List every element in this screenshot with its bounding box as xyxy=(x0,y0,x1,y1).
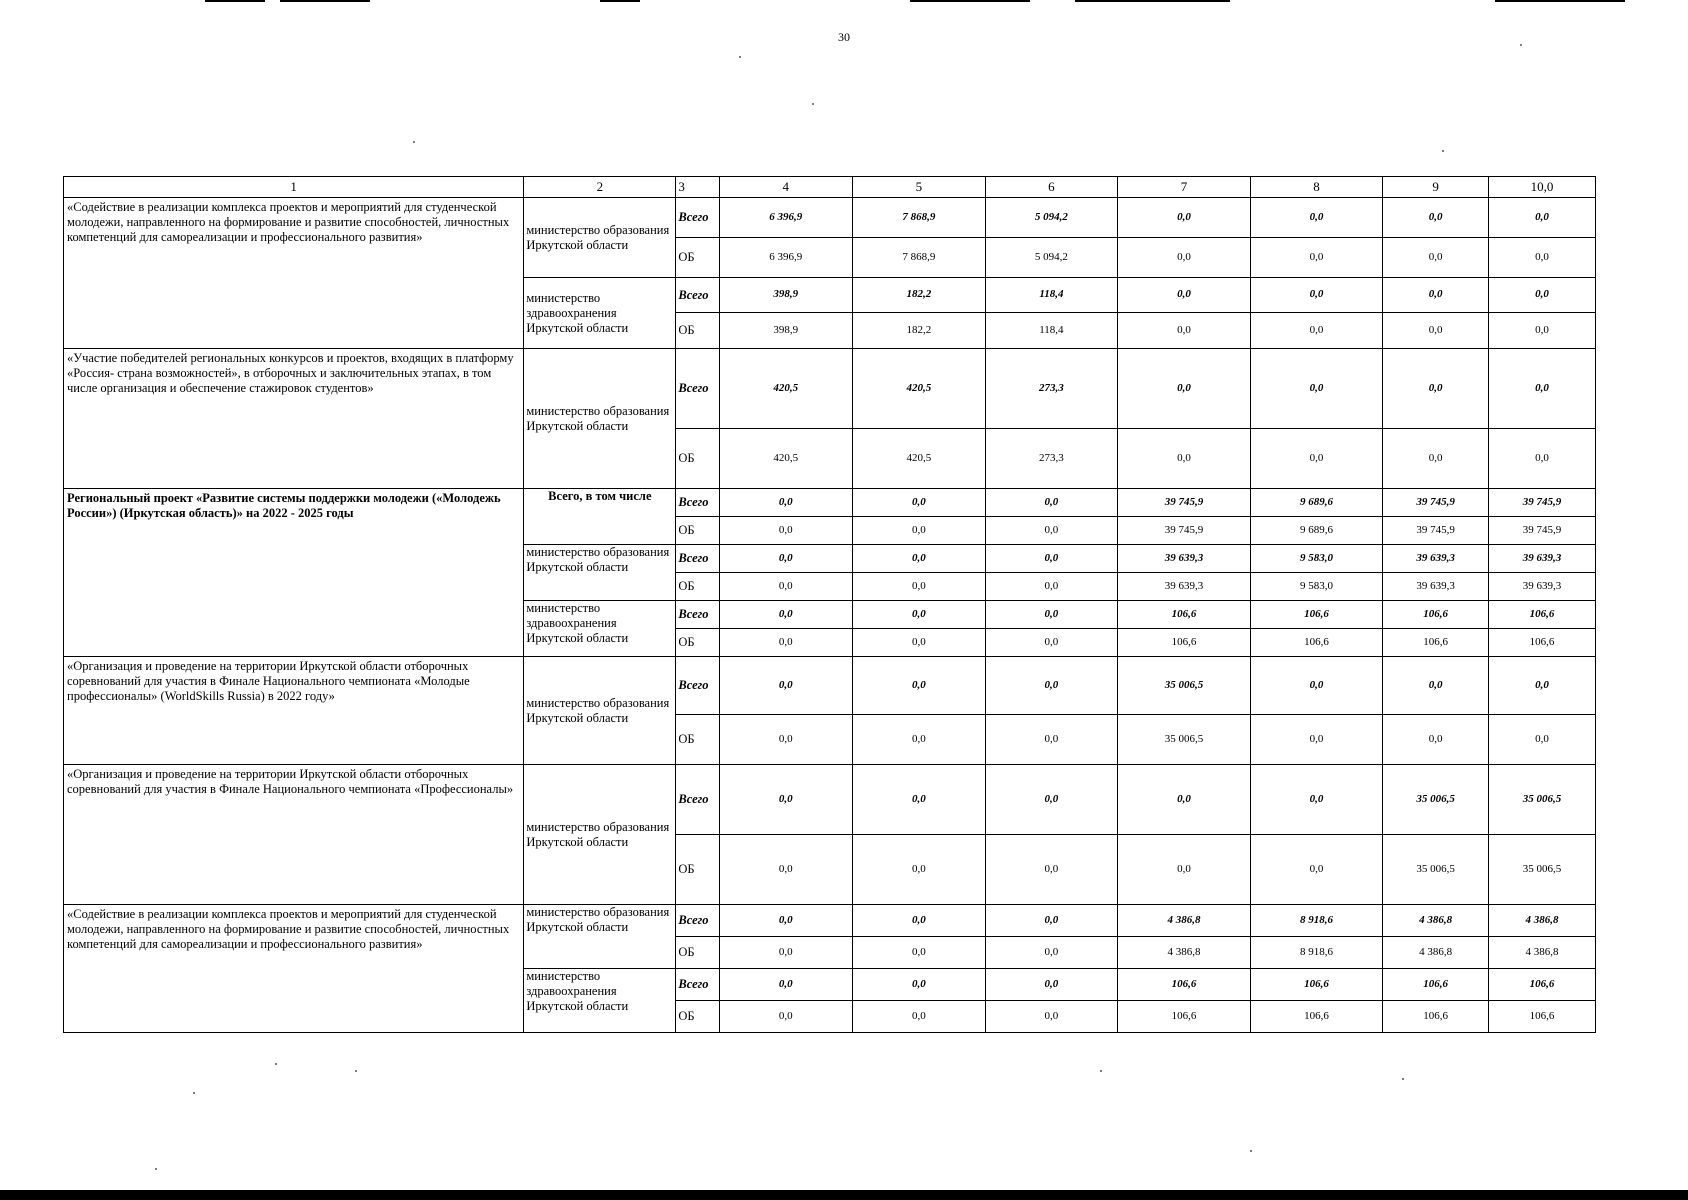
table-row xyxy=(64,905,1596,937)
column-number: 6 xyxy=(985,177,1118,198)
amount-cell: 39 639,3 xyxy=(1118,545,1251,573)
amount-cell: 0,0 xyxy=(1489,657,1596,715)
amount-cell: 35 006,5 xyxy=(1118,657,1251,715)
scan-bottom-border xyxy=(0,1190,1688,1200)
amount-cell: 0,0 xyxy=(985,905,1118,937)
column-number: 9 xyxy=(1383,177,1489,198)
amount-cell: 0,0 xyxy=(985,517,1118,545)
measure-description: «Участие победителей региональных конкурсов и проектов, входящих в платформу «Россия- страна возможностей», в отборочных и заключительных этапах, в том числе организация и обеспечение стажировок студентов» xyxy=(64,349,524,489)
amount-cell: 39 639,3 xyxy=(1489,545,1596,573)
amount-cell: 0,0 xyxy=(1489,313,1596,349)
amount-cell: 106,6 xyxy=(1250,629,1383,657)
amount-cell: 0,0 xyxy=(719,657,853,715)
amount-cell: 273,3 xyxy=(985,349,1118,429)
amount-cell: 4 386,8 xyxy=(1118,905,1251,937)
table-row xyxy=(64,657,1596,715)
amount-cell: 0,0 xyxy=(985,657,1118,715)
amount-cell: 420,5 xyxy=(853,349,986,429)
budget-table xyxy=(63,176,1596,1033)
column-number: 7 xyxy=(1118,177,1251,198)
amount-cell: 0,0 xyxy=(1383,349,1489,429)
amount-cell: 0,0 xyxy=(853,573,986,601)
column-number: 8 xyxy=(1250,177,1383,198)
amount-cell: 0,0 xyxy=(1250,349,1383,429)
amount-cell: 39 639,3 xyxy=(1383,545,1489,573)
table-row xyxy=(64,489,1596,517)
amount-cell: 0,0 xyxy=(1118,765,1251,835)
amount-cell: 39 745,9 xyxy=(1118,489,1251,517)
amount-cell: 9 583,0 xyxy=(1250,573,1383,601)
amount-cell: 0,0 xyxy=(1118,429,1251,489)
responsible-organization: министерство образования Иркутской области xyxy=(524,349,676,489)
amount-cell: 0,0 xyxy=(853,835,986,905)
amount-cell: 39 745,9 xyxy=(1383,517,1489,545)
amount-cell: 0,0 xyxy=(1118,278,1251,313)
amount-cell: 0,0 xyxy=(1489,198,1596,238)
amount-cell: 0,0 xyxy=(853,517,986,545)
amount-cell: 398,9 xyxy=(719,313,853,349)
amount-cell: 39 745,9 xyxy=(1489,517,1596,545)
measure-description: Региональный проект «Развитие системы поддержки молодежи («Молодежь России») (Иркутская область)» на 2022 - 2025 годы xyxy=(64,489,524,657)
amount-cell: 420,5 xyxy=(719,429,853,489)
amount-cell: 0,0 xyxy=(985,573,1118,601)
amount-cell: 35 006,5 xyxy=(1383,765,1489,835)
responsible-organization: министерство здравоохранения Иркутской области xyxy=(524,969,676,1033)
amount-cell: 0,0 xyxy=(719,905,853,937)
amount-cell: 106,6 xyxy=(1118,629,1251,657)
amount-cell: 0,0 xyxy=(719,517,853,545)
amount-cell: 106,6 xyxy=(1118,969,1251,1001)
amount-cell: 0,0 xyxy=(853,905,986,937)
amount-cell: 182,2 xyxy=(853,313,986,349)
scan-edge-mark xyxy=(280,0,370,2)
table-body xyxy=(64,177,1596,1033)
amount-cell: 0,0 xyxy=(1250,278,1383,313)
amount-cell: 0,0 xyxy=(719,629,853,657)
amount-cell: 9 689,6 xyxy=(1250,517,1383,545)
amount-cell: 0,0 xyxy=(985,489,1118,517)
amount-cell: 0,0 xyxy=(853,657,986,715)
amount-cell: 273,3 xyxy=(985,429,1118,489)
amount-cell: 0,0 xyxy=(853,545,986,573)
amount-cell: 5 094,2 xyxy=(985,198,1118,238)
funding-source: ОБ xyxy=(676,835,719,905)
amount-cell: 35 006,5 xyxy=(1489,835,1596,905)
funding-source: ОБ xyxy=(676,238,719,278)
funding-source: Всего xyxy=(676,198,719,238)
scan-speck xyxy=(1442,150,1444,152)
funding-source: Всего xyxy=(676,349,719,429)
amount-cell: 0,0 xyxy=(985,835,1118,905)
scan-speck xyxy=(275,1063,277,1065)
funding-source: Всего xyxy=(676,601,719,629)
funding-source: Всего xyxy=(676,657,719,715)
amount-cell: 39 639,3 xyxy=(1489,573,1596,601)
amount-cell: 0,0 xyxy=(719,1001,853,1033)
amount-cell: 0,0 xyxy=(1489,238,1596,278)
amount-cell: 0,0 xyxy=(1383,715,1489,765)
amount-cell: 0,0 xyxy=(1250,198,1383,238)
responsible-organization: министерство образования Иркутской области xyxy=(524,198,676,278)
funding-source: Всего xyxy=(676,765,719,835)
amount-cell: 0,0 xyxy=(719,545,853,573)
amount-cell: 106,6 xyxy=(1489,1001,1596,1033)
amount-cell: 0,0 xyxy=(853,715,986,765)
table-row xyxy=(64,198,1596,238)
scan-speck xyxy=(812,103,814,105)
amount-cell: 0,0 xyxy=(1489,349,1596,429)
funding-source: ОБ xyxy=(676,937,719,969)
scan-speck xyxy=(355,1070,357,1072)
amount-cell: 4 386,8 xyxy=(1489,905,1596,937)
amount-cell: 0,0 xyxy=(1250,835,1383,905)
amount-cell: 106,6 xyxy=(1250,1001,1383,1033)
amount-cell: 6 396,9 xyxy=(719,198,853,238)
responsible-organization: министерство здравоохранения Иркутской области xyxy=(524,278,676,349)
amount-cell: 420,5 xyxy=(719,349,853,429)
amount-cell: 0,0 xyxy=(1118,313,1251,349)
amount-cell: 106,6 xyxy=(1383,969,1489,1001)
amount-cell: 39 639,3 xyxy=(1383,573,1489,601)
amount-cell: 0,0 xyxy=(719,765,853,835)
amount-cell: 7 868,9 xyxy=(853,238,986,278)
amount-cell: 0,0 xyxy=(1383,429,1489,489)
amount-cell: 0,0 xyxy=(1250,765,1383,835)
amount-cell: 0,0 xyxy=(1250,313,1383,349)
amount-cell: 0,0 xyxy=(719,715,853,765)
funding-source: Всего xyxy=(676,489,719,517)
amount-cell: 0,0 xyxy=(719,835,853,905)
amount-cell: 0,0 xyxy=(985,715,1118,765)
funding-source: ОБ xyxy=(676,313,719,349)
amount-cell: 0,0 xyxy=(985,969,1118,1001)
funding-source: Всего xyxy=(676,278,719,313)
funding-source: Всего xyxy=(676,969,719,1001)
amount-cell: 0,0 xyxy=(853,489,986,517)
amount-cell: 0,0 xyxy=(985,937,1118,969)
amount-cell: 106,6 xyxy=(1250,969,1383,1001)
column-number: 10,0 xyxy=(1489,177,1596,198)
amount-cell: 0,0 xyxy=(1383,198,1489,238)
amount-cell: 0,0 xyxy=(1118,835,1251,905)
amount-cell: 0,0 xyxy=(853,1001,986,1033)
measure-description: «Организация и проведение на территории Иркутской области отборочных соревнований для участия в Финале Национального чемпионата «Молодые профессионалы» (WorldSkills Russia) в 2022 году» xyxy=(64,657,524,765)
measure-description: «Содействие в реализации комплекса проектов и мероприятий для студенческой молодежи, направленного на формирование и развитие способностей, личностных компетенций для самореализации и профессионального развития» xyxy=(64,198,524,349)
amount-cell: 0,0 xyxy=(1383,657,1489,715)
column-number-row xyxy=(64,177,1596,198)
amount-cell: 0,0 xyxy=(719,489,853,517)
scan-speck xyxy=(1100,1070,1102,1072)
amount-cell: 39 745,9 xyxy=(1118,517,1251,545)
funding-source: ОБ xyxy=(676,629,719,657)
column-number: 1 xyxy=(64,177,524,198)
amount-cell: 0,0 xyxy=(1250,238,1383,278)
amount-cell: 0,0 xyxy=(719,969,853,1001)
scan-speck xyxy=(739,56,741,58)
amount-cell: 4 386,8 xyxy=(1383,937,1489,969)
responsible-organization: Всего, в том числе xyxy=(524,489,676,545)
amount-cell: 0,0 xyxy=(1489,278,1596,313)
amount-cell: 4 386,8 xyxy=(1118,937,1251,969)
responsible-organization: министерство образования Иркутской области xyxy=(524,765,676,905)
amount-cell: 420,5 xyxy=(853,429,986,489)
funding-source: ОБ xyxy=(676,429,719,489)
amount-cell: 0,0 xyxy=(1118,349,1251,429)
amount-cell: 8 918,6 xyxy=(1250,937,1383,969)
amount-cell: 0,0 xyxy=(719,937,853,969)
scan-speck xyxy=(1250,1150,1252,1152)
amount-cell: 0,0 xyxy=(985,765,1118,835)
funding-source: ОБ xyxy=(676,573,719,601)
responsible-organization: министерство образования Иркутской области xyxy=(524,905,676,969)
responsible-organization: министерство здравоохранения Иркутской области xyxy=(524,601,676,657)
scan-speck xyxy=(1520,44,1522,46)
scan-speck xyxy=(1402,1078,1404,1080)
amount-cell: 0,0 xyxy=(853,937,986,969)
amount-cell: 7 868,9 xyxy=(853,198,986,238)
responsible-organization: министерство образования Иркутской области xyxy=(524,545,676,601)
amount-cell: 8 918,6 xyxy=(1250,905,1383,937)
table-row xyxy=(64,349,1596,429)
column-number: 4 xyxy=(719,177,853,198)
amount-cell: 4 386,8 xyxy=(1383,905,1489,937)
amount-cell: 106,6 xyxy=(1383,601,1489,629)
amount-cell: 106,6 xyxy=(1118,1001,1251,1033)
funding-source: ОБ xyxy=(676,1001,719,1033)
amount-cell: 0,0 xyxy=(853,969,986,1001)
amount-cell: 0,0 xyxy=(985,601,1118,629)
amount-cell: 106,6 xyxy=(1383,1001,1489,1033)
amount-cell: 182,2 xyxy=(853,278,986,313)
scan-edge-mark xyxy=(1075,0,1230,2)
amount-cell: 0,0 xyxy=(1250,429,1383,489)
amount-cell: 39 745,9 xyxy=(1489,489,1596,517)
page-number: 30 xyxy=(838,30,850,44)
amount-cell: 4 386,8 xyxy=(1489,937,1596,969)
scan-edge-mark xyxy=(1495,0,1625,2)
amount-cell: 106,6 xyxy=(1383,629,1489,657)
scan-edge-mark xyxy=(205,0,265,2)
column-number: 5 xyxy=(853,177,986,198)
amount-cell: 106,6 xyxy=(1489,629,1596,657)
amount-cell: 39 745,9 xyxy=(1383,489,1489,517)
measure-description: «Организация и проведение на территории Иркутской области отборочных соревнований для участия в Финале Национального чемпионата «Профессионалы» xyxy=(64,765,524,905)
scan-speck xyxy=(413,141,415,143)
amount-cell: 35 006,5 xyxy=(1383,835,1489,905)
amount-cell: 9 583,0 xyxy=(1250,545,1383,573)
amount-cell: 106,6 xyxy=(1489,969,1596,1001)
funding-source: ОБ xyxy=(676,517,719,545)
amount-cell: 106,6 xyxy=(1250,601,1383,629)
amount-cell: 398,9 xyxy=(719,278,853,313)
amount-cell: 0,0 xyxy=(1118,198,1251,238)
amount-cell: 118,4 xyxy=(985,278,1118,313)
amount-cell: 0,0 xyxy=(985,629,1118,657)
scan-speck xyxy=(155,1168,157,1170)
amount-cell: 0,0 xyxy=(1383,278,1489,313)
funding-source: Всего xyxy=(676,905,719,937)
amount-cell: 0,0 xyxy=(985,1001,1118,1033)
amount-cell: 0,0 xyxy=(853,765,986,835)
amount-cell: 5 094,2 xyxy=(985,238,1118,278)
amount-cell: 0,0 xyxy=(853,629,986,657)
amount-cell: 35 006,5 xyxy=(1489,765,1596,835)
column-number: 2 xyxy=(524,177,676,198)
column-number: 3 xyxy=(676,177,719,198)
funding-source: Всего xyxy=(676,545,719,573)
amount-cell: 118,4 xyxy=(985,313,1118,349)
measure-description: «Содействие в реализации комплекса проектов и мероприятий для студенческой молодежи, направленного на формирование и развитие способностей, личностных компетенций для самореализации и профессионального развития» xyxy=(64,905,524,1033)
amount-cell: 0,0 xyxy=(1118,238,1251,278)
amount-cell: 0,0 xyxy=(1383,313,1489,349)
amount-cell: 106,6 xyxy=(1118,601,1251,629)
amount-cell: 0,0 xyxy=(1489,429,1596,489)
amount-cell: 39 639,3 xyxy=(1118,573,1251,601)
amount-cell: 35 006,5 xyxy=(1118,715,1251,765)
amount-cell: 0,0 xyxy=(1250,657,1383,715)
scan-edge-mark xyxy=(910,0,1030,2)
amount-cell: 0,0 xyxy=(985,545,1118,573)
scan-speck xyxy=(193,1092,195,1094)
funding-source: ОБ xyxy=(676,715,719,765)
amount-cell: 0,0 xyxy=(719,573,853,601)
amount-cell: 9 689,6 xyxy=(1250,489,1383,517)
amount-cell: 6 396,9 xyxy=(719,238,853,278)
amount-cell: 0,0 xyxy=(1489,715,1596,765)
table-row xyxy=(64,765,1596,835)
amount-cell: 0,0 xyxy=(853,601,986,629)
responsible-organization: министерство образования Иркутской области xyxy=(524,657,676,765)
amount-cell: 0,0 xyxy=(719,601,853,629)
amount-cell: 0,0 xyxy=(1383,238,1489,278)
amount-cell: 0,0 xyxy=(1250,715,1383,765)
scan-edge-mark xyxy=(600,0,640,2)
amount-cell: 106,6 xyxy=(1489,601,1596,629)
